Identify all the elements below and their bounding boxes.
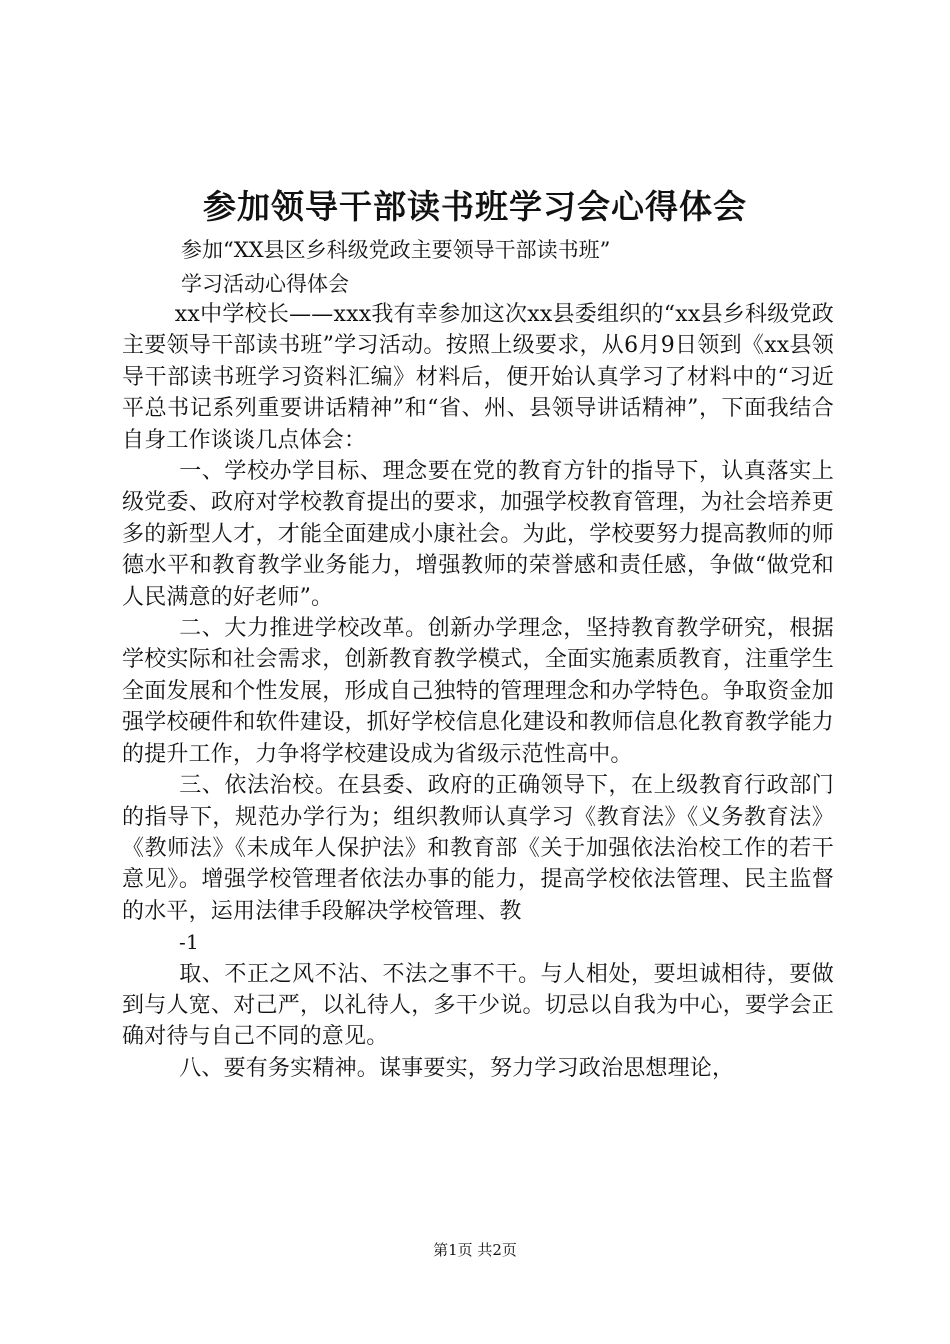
document-title: 参加领导干部读书班学习会心得体会: [203, 187, 747, 226]
document-body: [122, 299, 834, 1084]
paragraph-point-2: 二、大力推进学校改革。创新办学理念，坚持教育教学研究，根据学校实际和社会需求，创新教育教学模式，全面实施素质教育，注重学生全面发展和个性发展，形成自己独特的管理理念和办学特色。争取资金加强学校硬件和软件建设，抓好学校信息化建设和教师信息化教育教学能力的提升工作，力争将学校建设成为省级示范性高中。: [122, 616, 834, 767]
paragraph-point-1: 一、学校办学目标、理念要在党的教育方针的指导下，认真落实上级党委、政府对学校教育提出的要求，加强学校教育管理，为社会培养更多的新型人才，才能全面建成小康社会。为此，学校要努力提高教师的师德水平和教育教学业务能力，增强教师的荣誉感和责任感，争做“做党和人民满意的好老师”。: [122, 459, 834, 610]
subtitle-line-2: 学习活动心得体会: [181, 272, 349, 296]
paragraph-point-3: 三、依法治校。在县委、政府的正确领导下，在上级教育行政部门的指导下，规范办学行为；组织教师认真学习《教育法》《义务教育法》《教师法》《未成年人保护法》和教育部《关于加强依法治校工作的若干意见》。增强学校管理者依法办事的能力，提高学校依法管理、民主监督的水平，运用法律手段解决学校管理、教: [122, 773, 834, 924]
paragraph-intro: xx中学校长——xxx我有幸参加这次xx县委组织的“xx县乡科级党政主要领导干部读书班”学习活动。按照上级要求，从6月9日领到《xx县领导干部读书班学习资料汇编》材料后，便开始认真学习了材料中的“习近平总书记系列重要讲话精神”和“省、州、县领导讲话精神”，下面我结合自身工作谈谈几点体会：: [122, 302, 834, 453]
inline-page-marker: -1: [179, 930, 199, 955]
page-footer: 第1页 共2页: [433, 1241, 517, 1259]
paragraph-point-8: 八、要有务实精神。谋事要实，努力学习政治思想理论，: [179, 1055, 735, 1081]
subtitle-line-1: 参加“XX县区乡科级党政主要领导干部读书班”: [181, 238, 611, 262]
paragraph-continued: 取、不正之风不沾、不法之事不干。与人相处，要坦诚相待，要做到与人宽、对己严，以礼待人，多干少说。切忌以自我为中心，要学会正确对待与自己不同的意见。: [122, 961, 834, 1050]
